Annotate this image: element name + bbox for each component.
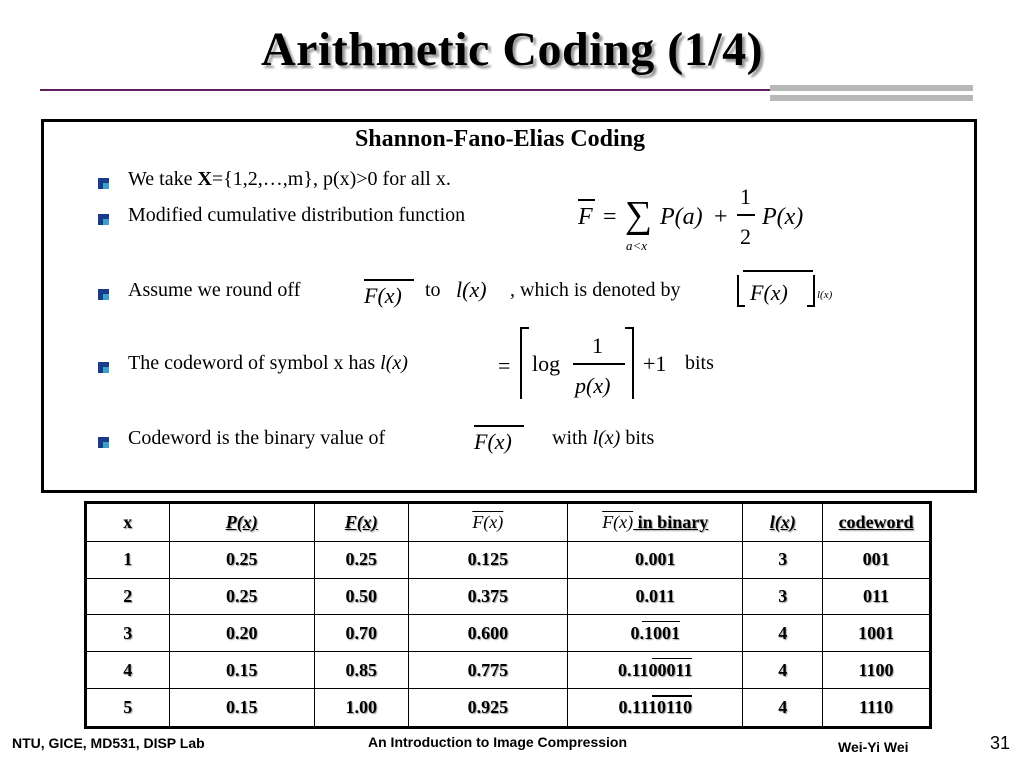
- footer-author: Wei-Yi Wei: [838, 739, 909, 755]
- table-cell: 1001: [823, 615, 931, 652]
- formula-sum-sign: ∑: [625, 194, 653, 236]
- table-cell: 011: [823, 578, 931, 615]
- repeating-binary: [618, 660, 693, 681]
- table-cell-repeating: [567, 652, 742, 689]
- formula-equals: =: [498, 353, 511, 378]
- page-number: 31: [990, 733, 1011, 753]
- fraction-bar: [573, 363, 625, 365]
- table-cell: 001: [823, 541, 931, 578]
- table-header-row: [86, 503, 931, 542]
- header-lx: l(x): [743, 503, 823, 542]
- overline-mark: [474, 425, 524, 427]
- repeating-binary: [630, 623, 680, 644]
- table-cell: 5: [86, 689, 170, 728]
- overline-mark: [578, 199, 595, 201]
- table-cell: 0.25: [169, 578, 314, 615]
- formula-sum-subscript: a<x: [626, 238, 648, 253]
- table-row: [86, 615, 931, 652]
- header-px: P(x): [169, 503, 314, 542]
- table-cell: 4: [743, 615, 823, 652]
- table-cell: 4: [743, 652, 823, 689]
- table-cell: 3: [86, 615, 170, 652]
- formula-plus: +: [714, 204, 728, 230]
- table-cell: 0.85: [314, 652, 408, 689]
- table-cell: 0.15: [169, 652, 314, 689]
- formula-fx-bar: F(x): [364, 283, 402, 308]
- table-cell: 3: [743, 578, 823, 615]
- fraction-bar: [737, 214, 755, 216]
- bullet-4-bits: bits: [685, 352, 714, 374]
- ceil-bracket-right: [632, 327, 634, 399]
- repeat-overline: [652, 658, 692, 660]
- formula-px: P(x): [762, 204, 804, 230]
- floor-bracket-left: [737, 275, 739, 307]
- floor-bracket-right: [813, 275, 815, 307]
- bullet-icon: [98, 289, 109, 300]
- footer-course-title: An Introduction to Image Compression: [368, 734, 628, 750]
- coding-table: [84, 501, 932, 729]
- bullet-2-text: Modified cumulative distribution function: [128, 204, 466, 226]
- repeating-binary: [618, 697, 692, 718]
- repeat-overline: [652, 695, 692, 697]
- footer-lab: NTU, GICE, MD531, DISP Lab: [12, 735, 205, 751]
- binary-value: 0.1100011: [617, 659, 693, 680]
- bullet-icon: [98, 362, 109, 373]
- table-cell: 0.50: [314, 578, 408, 615]
- header-fbar-binary: [567, 503, 742, 542]
- box-title: Shannon-Fano-Elias Coding: [354, 126, 646, 152]
- header-codeword: codeword: [823, 503, 931, 542]
- bullet-1-part-c: ={1,2,…,m}, p(x)>0 for all x.: [211, 168, 451, 190]
- ceil-bracket-right-top: [625, 327, 634, 329]
- table-cell: 0.20: [169, 615, 314, 652]
- bullet-icon: [98, 437, 109, 448]
- floor-bracket-left-foot: [737, 305, 745, 307]
- table-row: [86, 578, 931, 615]
- bullet-icon: [98, 214, 109, 225]
- table-cell: 3: [743, 541, 823, 578]
- table-cell: 0.125: [408, 541, 567, 578]
- table-cell: 1110: [823, 689, 931, 728]
- bullet-1-bold-x: X: [197, 168, 212, 190]
- bullet-5-with: with: [552, 427, 593, 449]
- table-cell: 0.15: [169, 689, 314, 728]
- table-cell: 1.00: [314, 689, 408, 728]
- header-x: x: [86, 503, 170, 542]
- ceil-bracket-left: [520, 327, 522, 399]
- bullet-icon: [98, 178, 109, 189]
- header-fbar: [408, 503, 567, 542]
- table-row: [86, 541, 931, 578]
- bullet-3-text-a: Assume we round off: [128, 279, 301, 301]
- slide-title: Arithmetic Coding (1/4): [260, 23, 764, 76]
- table-cell: 1: [86, 541, 170, 578]
- table-cell: 0.775: [408, 652, 567, 689]
- formula-equals: =: [603, 204, 617, 230]
- bullet-5-text-a: Codeword is the binary value of: [128, 427, 386, 449]
- formula-fx-floor: F(x): [750, 280, 788, 305]
- table-cell: 0.70: [314, 615, 408, 652]
- formula-fraction-numerator: 1: [740, 184, 751, 209]
- table-row: [86, 689, 931, 728]
- floor-bracket-right-foot: [807, 305, 815, 307]
- repeat-overline: [642, 621, 680, 623]
- bullet-1-part-a: We take: [128, 168, 198, 190]
- formula-lx: l(x): [456, 277, 487, 302]
- title-decoration-bar: [770, 95, 973, 101]
- header-binary-suffix: in binary: [633, 511, 709, 532]
- bullet-5-text-b: [552, 427, 654, 450]
- formula-floor-subscript: l(x): [817, 289, 833, 301]
- bullet-3-text-c: , which is denoted by: [510, 279, 681, 301]
- table-cell: 4: [743, 689, 823, 728]
- table-cell: 4: [86, 652, 170, 689]
- bullet-5-lx: l(x): [592, 427, 621, 449]
- formula-fbar: F: [578, 204, 593, 230]
- formula-fx-bar: F(x): [474, 429, 512, 454]
- table-cell: 0.375: [408, 578, 567, 615]
- overline-mark: [743, 270, 813, 272]
- table-cell: 0.011: [567, 578, 742, 615]
- formula-fraction-numerator: 1: [592, 333, 603, 358]
- bullet-1-text: [128, 168, 451, 191]
- header-fbar-binary-symbol: F(x): [602, 511, 634, 532]
- table-cell-repeating: [567, 689, 742, 728]
- table-cell: 0.925: [408, 689, 567, 728]
- table-cell: 0.25: [169, 541, 314, 578]
- table-cell: 1100: [823, 652, 931, 689]
- formula-px-lower: p(x): [575, 373, 611, 398]
- binary-value: 0.1001: [630, 622, 680, 643]
- bullet-4-text: [128, 352, 408, 375]
- overline-mark: [364, 279, 414, 281]
- formula-pa: P(a): [660, 204, 703, 230]
- ceil-bracket-left-top: [520, 327, 529, 329]
- table-cell-repeating: [567, 615, 742, 652]
- bullet-3-text-b: to: [425, 279, 441, 301]
- header-fx: F(x): [314, 503, 408, 542]
- header-fbar-label: F(x): [472, 511, 504, 532]
- formula-plus-one: +1: [643, 351, 667, 376]
- title-decoration-bar: [770, 85, 973, 91]
- table-row: [86, 652, 931, 689]
- table-cell: 2: [86, 578, 170, 615]
- bullet-5-bits: bits: [620, 427, 655, 449]
- table-cell: 0.25: [314, 541, 408, 578]
- formula-log: log: [532, 351, 561, 376]
- table-cell: 0.001: [567, 541, 742, 578]
- bullet-4-part-a: The codeword of symbol x has: [128, 352, 381, 374]
- table-cell: 0.600: [408, 615, 567, 652]
- formula-fraction-denominator: 2: [740, 224, 751, 249]
- bullet-4-lx: l(x): [380, 352, 408, 374]
- binary-value: 0.1110110: [618, 697, 692, 718]
